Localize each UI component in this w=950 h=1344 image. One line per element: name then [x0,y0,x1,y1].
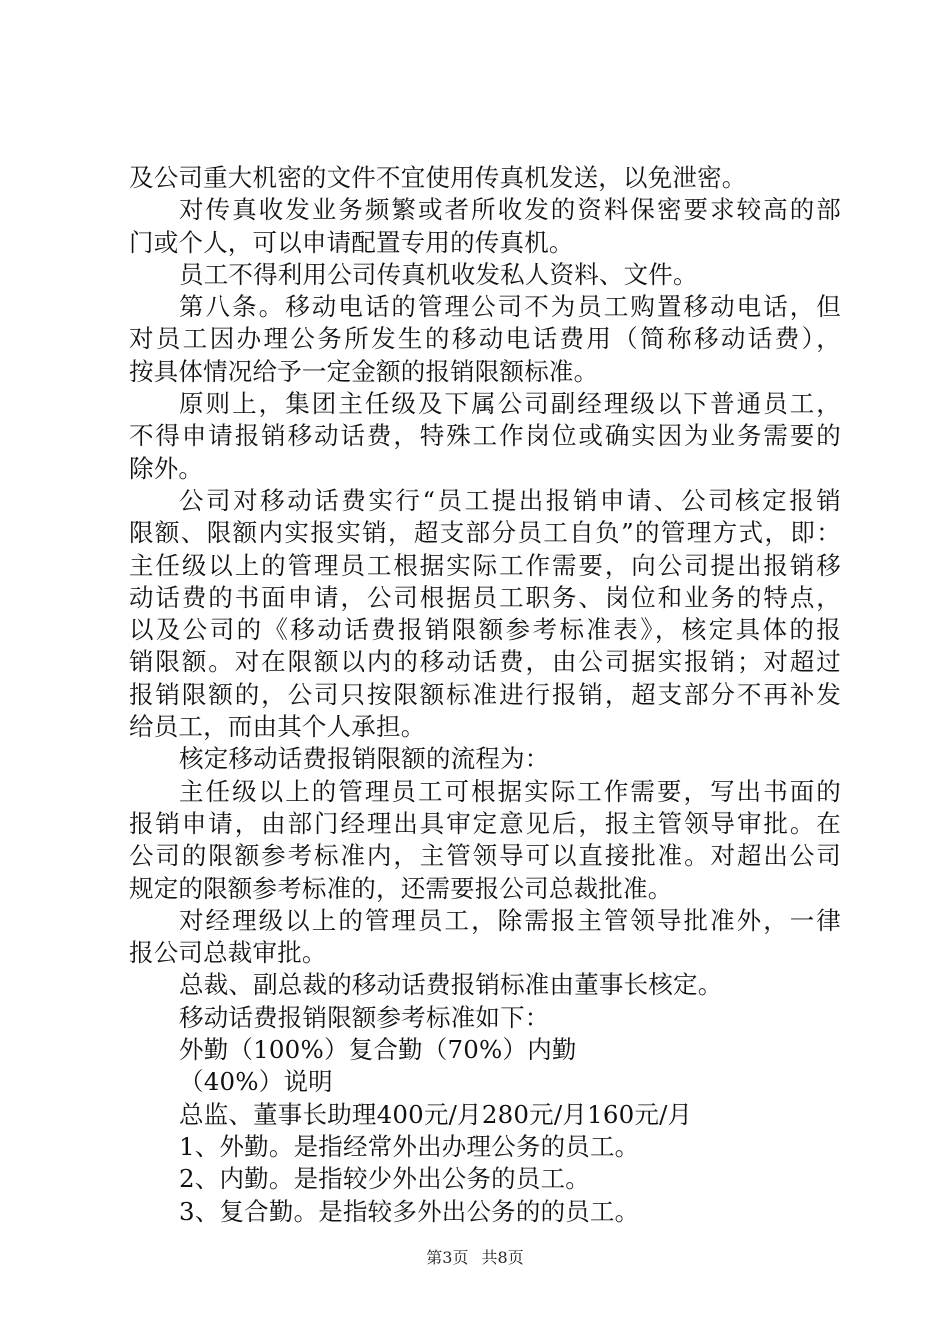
page-footer [0,1245,950,1268]
text-line: 对员工因办理公务所发生的移动电话费用（简称移动话费）， [129,324,841,354]
text-line: 第八条。移动电话的管理公司不为员工购置移动电话，但 [179,292,841,322]
text-line: 给员工，而由其个人承担。 [129,712,426,742]
page-number: 第3页 [426,1248,469,1267]
text-line: 报销申请，由部门经理出具审定意见后，报主管领导审批。在 [129,808,841,838]
text-line: 限额、限额内实报实销，超支部分员工自负”的管理方式，即： [129,518,841,548]
text-line: 员工不得利用公司传真机收发私人资料、文件。 [179,259,698,289]
text-line: 销限额。对在限额以内的移动话费，由公司据实报销；对超过 [129,647,841,677]
text-line: 门或个人，可以申请配置专用的传真机。 [129,227,574,257]
page-total: 共8页 [481,1248,524,1267]
text-line: 及公司重大机密的文件不宜使用传真机发送，以免泄密。 [129,163,747,192]
text-line: 除外。 [129,453,204,483]
document-body [129,162,841,1228]
text-line: 1、外勤。是指经常外出办理公务的员工。 [179,1131,640,1161]
text-line: 报销限额的，公司只按限额标准进行报销，超支部分不再补发 [129,679,841,709]
text-line: 主任级以上的管理员工可根据实际工作需要，写出书面的 [179,776,841,806]
text-line: 公司对移动话费实行“员工提出报销申请、公司核定报销 [179,485,841,515]
text-line: 移动话费报销限额参考标准如下： [179,1002,550,1032]
text-line: 公司的限额参考标准内，主管领导可以直接批准。对超出公司 [129,841,841,871]
text-line: 动话费的书面申请，公司根据员工职务、岗位和业务的特点， [129,582,841,612]
text-line: 主任级以上的管理员工根据实际工作需要，向公司提出报销移 [129,550,841,580]
text-line: 对经理级以上的管理员工，除需报主管领导批准外，一律 [179,905,841,935]
text-line: 按具体情况给予一定金额的报销限额标准。 [129,356,599,386]
text-line: 核定移动话费报销限额的流程为： [179,744,550,774]
text-line: 总裁、副总裁的移动话费报销标准由董事长核定。 [179,970,723,1000]
text-line: 2、内勤。是指较少外出公务的员工。 [179,1164,590,1194]
text-line: （40%）说明 [179,1067,333,1097]
text-line: 原则上，集团主任级及下属公司副经理级以下普通员工， [179,389,841,419]
text-line: 总监、董事长助理400元/月280元/月160元/月 [179,1099,693,1129]
text-line: 规定的限额参考标准的，还需要报公司总裁批准。 [129,873,673,903]
text-line: 3、复合勤。是指较多外出公务的的员工。 [179,1196,640,1226]
text-line: 对传真收发业务频繁或者所收发的资料保密要求较高的部 [179,195,841,225]
text-line: 不得申请报销移动话费，特殊工作岗位或确实因为业务需要的 [129,421,841,451]
text-line: 报公司总裁审批。 [129,938,327,968]
text-line: 外勤（100%）复合勤（70%）内勤 [179,1035,577,1065]
text-line: 以及公司的《移动话费报销限额参考标准表》，核定具体的报 [129,615,841,645]
